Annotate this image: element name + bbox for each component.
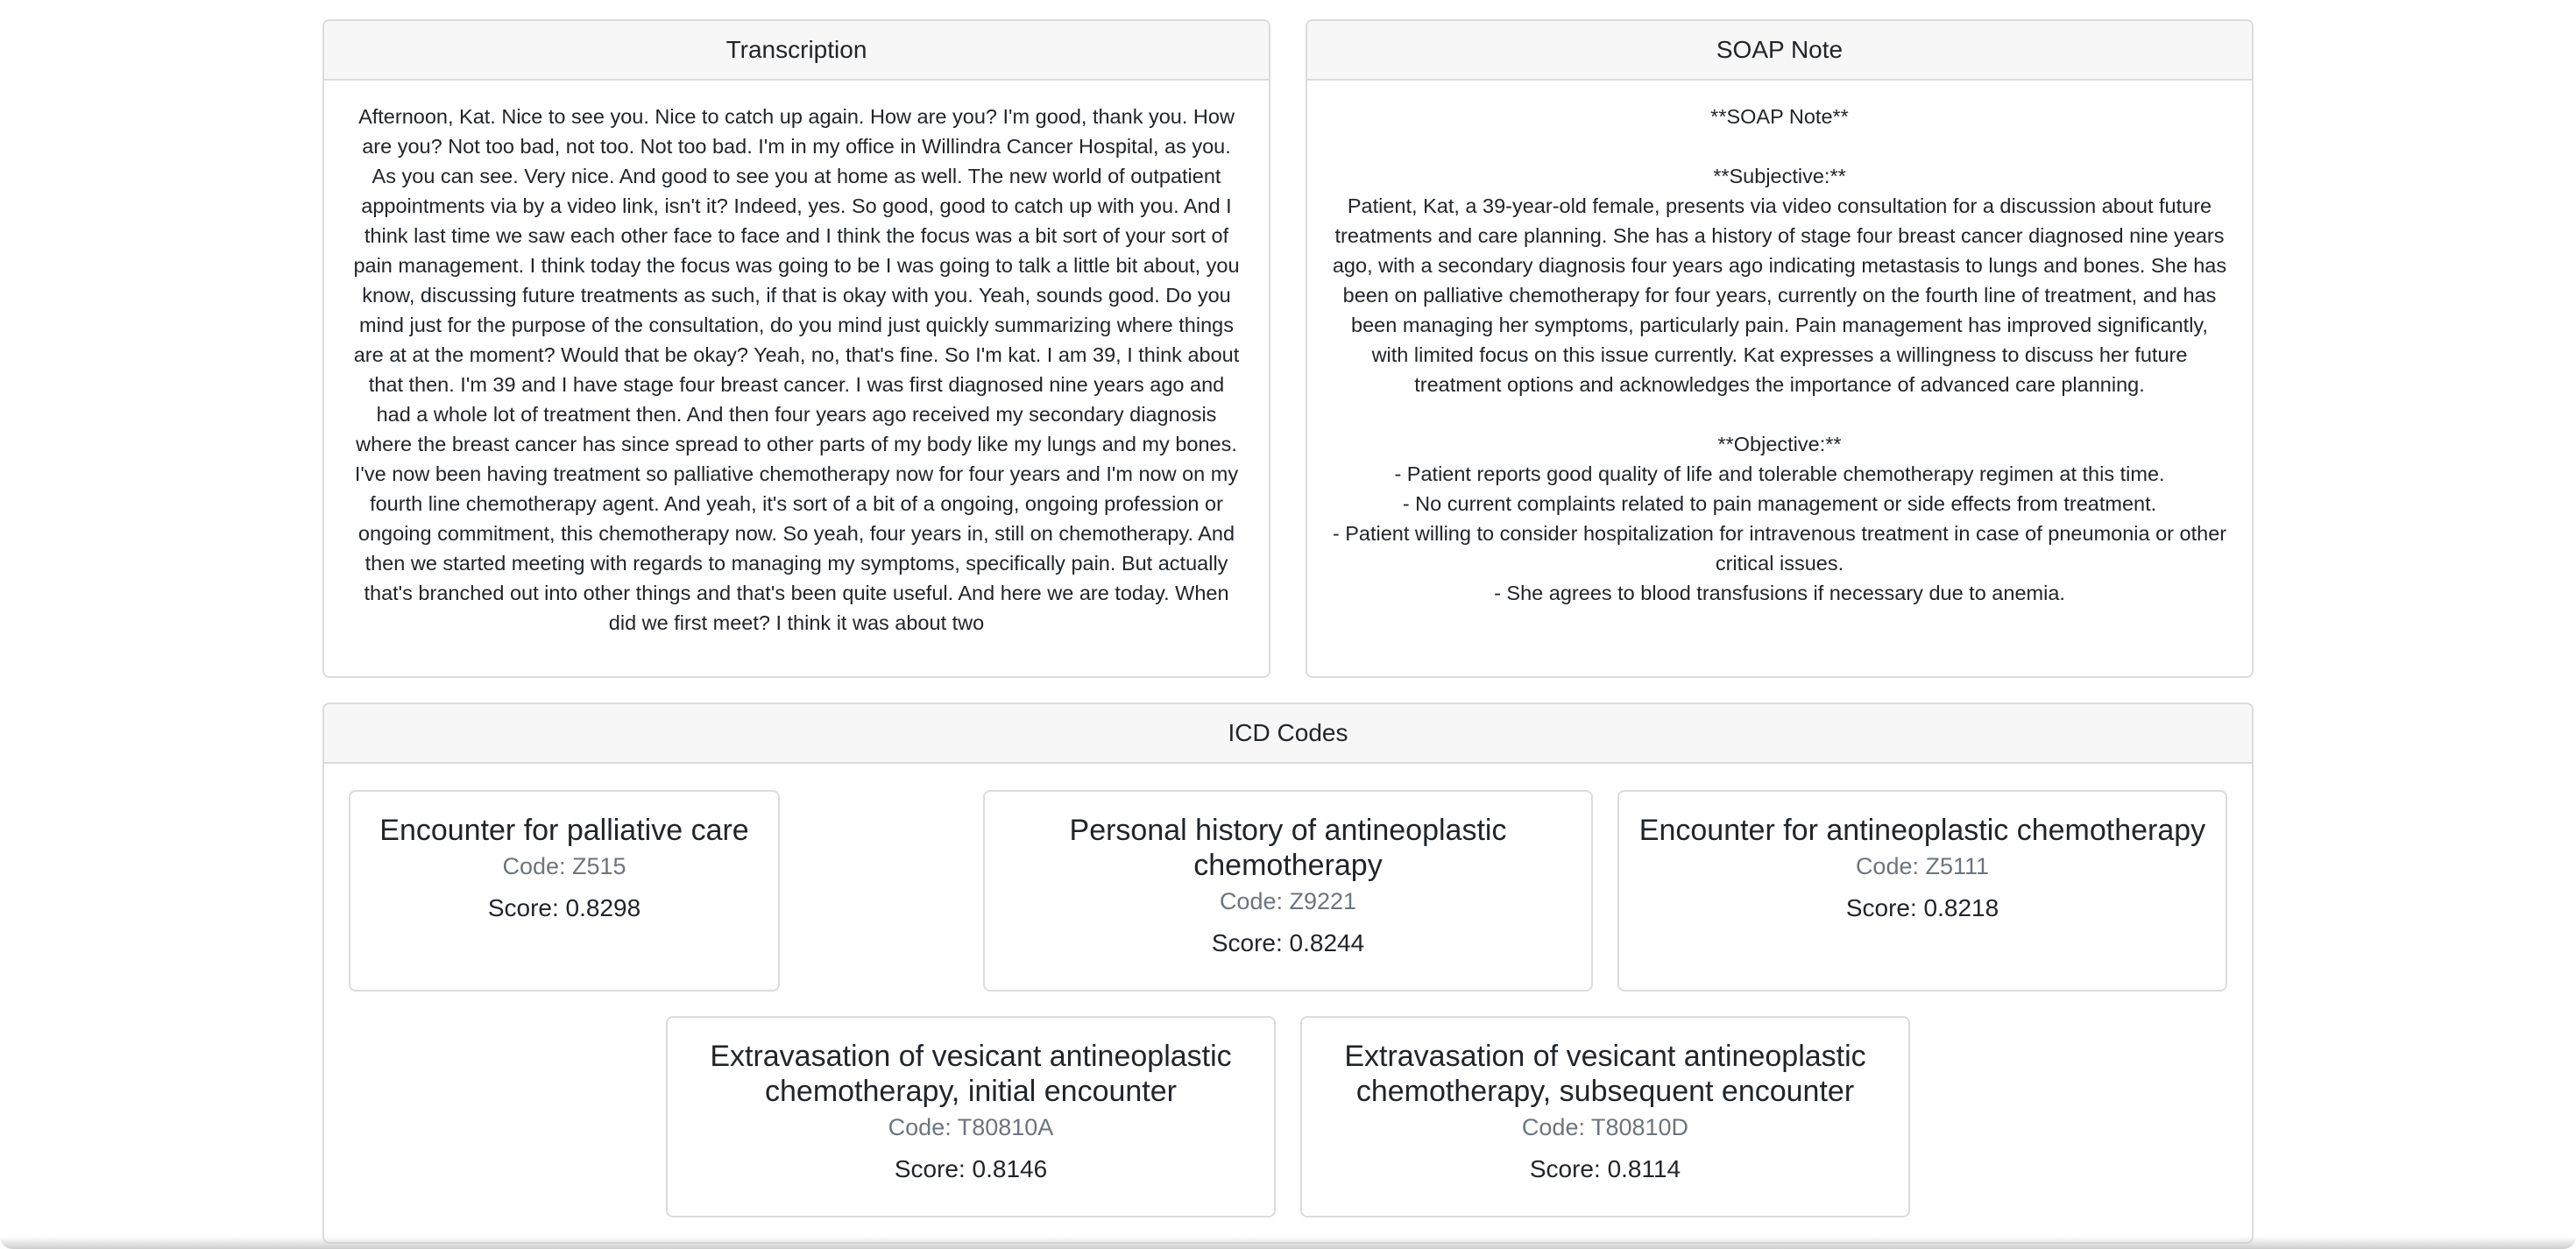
icd-card-title: Extravasation of vesicant antineoplastic chemotherapy, subsequent encounter (1344, 1040, 1866, 1108)
icd-card-title: Personal history of antineoplastic chemotherapy (1069, 814, 1507, 882)
icd-card-code: Code: T80810A (888, 1114, 1054, 1140)
icd-codes-header: ICD Codes (324, 704, 2252, 764)
icd-card[interactable] (1300, 1016, 1910, 1217)
soap-note-text[interactable]: **SOAP Note** **Subjective:** Patient, Kat, a 39-year-old female, presents via video consultation for a discussion about future treatments and care planning. She has a history of stage four breast cancer diagnosed nine years ago, with a secondary diagnosis four years ago indicating metastasis to lungs and bones. She has been on palliative chemotherapy for four years, currently on the fourth line of treatment, and has been managing her symptoms, particularly pain. Pain management has improved significantly, with limited focus on this issue currently. Kat expresses a willingness to discuss her future treatment options and acknowledges the importance of advanced care planning. **Objective:** - Patient reports good quality of life and tolerable chemotherapy regimen at this time. - No current complaints related to pain management or side effects from treatment. - Patient willing to consider hospitalization for intravenous treatment in case of pneumonia or other critical issues. - She agrees to blood transfusions if necessary due to anemia. (1332, 105, 2227, 604)
icd-card-code: Code: Z5111 (1855, 853, 1990, 879)
icd-card-title: Encounter for antineoplastic chemotherapy (1638, 814, 2206, 847)
icd-card-score: Score: 0.8244 (1211, 929, 1365, 956)
transcription-panel (322, 19, 1270, 678)
icd-card-code: Code: Z9221 (1219, 888, 1357, 914)
icd-card-code: Code: Z515 (502, 853, 626, 879)
soap-note-panel (1306, 19, 2254, 678)
icd-card[interactable] (983, 790, 1593, 991)
soap-note-header: SOAP Note (1307, 21, 2252, 81)
icd-codes-panel (322, 702, 2254, 1244)
icd-card-code: Code: T80810D (1521, 1114, 1689, 1140)
icd-card-title: Extravasation of vesicant antineoplastic chemotherapy, initial encounter (710, 1040, 1232, 1108)
transcription-text[interactable]: Afternoon, Kat. Nice to see you. Nice to catch up again. How are you? I'm good, thank you. How are you? Not too bad, not too. Not too bad. I'm in my office in Willindra Cancer Hospital, as you. As you can see. Very nice. And good to see you at home as well. The new world of outpatient appointments via by a video link, isn't it? Indeed, yes. So good, good to catch up with you. And I think last time we saw each other face to face and I think the focus was a bit sort of your sort of pain management. I think today the focus was going to be I was going to talk a little bit about, you know, discussing future treatments as such, if that is okay with you. Yeah, sounds good. Do you mind just for the purpose of the consultation, do you mind just quickly summarizing where things are at at the moment? Would that be okay? Yeah, no, that's fine. So I'm kat. I am 39, I think about that then. I'm 39 and I have stage four breast cancer. I was first diagnosed nine years ago and had a whole lot of treatment then. And then four years ago received my secondary diagnosis where the breast cancer has since spread to other parts of my body like my lungs and my bones. I've now been having treatment so palliative chemotherapy now for four years and I'm now on my fourth line chemotherapy agent. And yeah, it's sort of a bit of a ongoing, ongoing profession or ongoing commitment, this chemotherapy now. So yeah, four years in, still on chemotherapy. And then we started meeting with regards to managing my symptoms, specifically pain. But actually that's branched out into other things and that's been quite useful. And here we are today. When did we first meet? I think it was about two (353, 105, 1246, 634)
transcription-header: Transcription (324, 21, 1269, 81)
icd-card-score: Score: 0.8298 (487, 894, 641, 921)
icd-card-score: Score: 0.8218 (1845, 894, 1999, 921)
icd-card-score: Score: 0.8146 (894, 1155, 1048, 1182)
icd-card[interactable] (1617, 790, 2227, 991)
icd-card-score: Score: 0.8114 (1529, 1155, 1681, 1182)
window-bottom-edge (0, 1237, 2576, 1249)
icd-card[interactable] (666, 1016, 1276, 1217)
icd-card-title: Encounter for palliative care (379, 814, 749, 847)
icd-card[interactable] (349, 790, 780, 991)
